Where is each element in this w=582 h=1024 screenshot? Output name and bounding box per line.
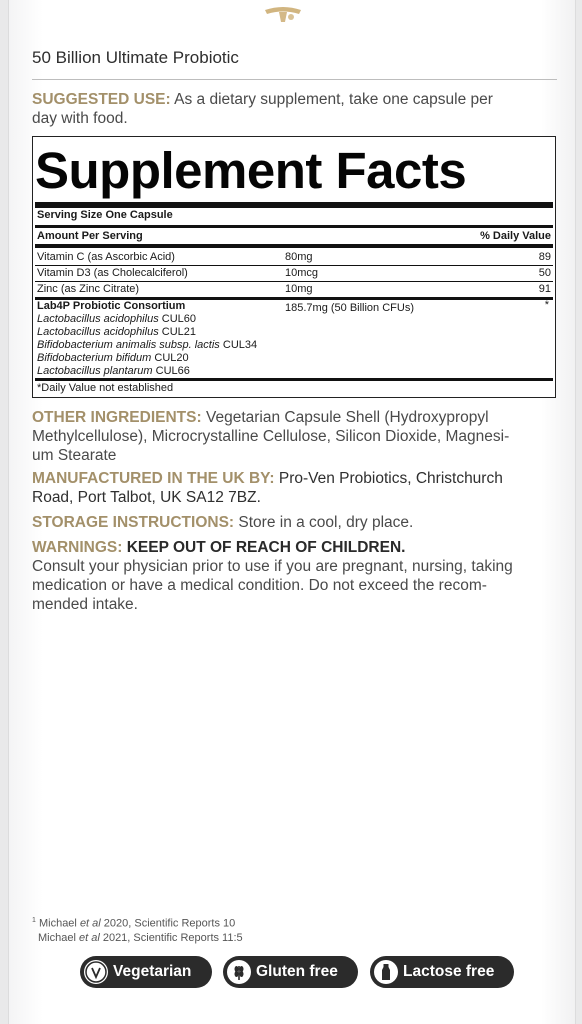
warnings-section [32,538,557,614]
manufacturer-line2: Road, Port Talbot, UK SA12 7BZ. [32,489,261,506]
strain-item: Bifidobacterium animalis subsp. lactis CUL34 [37,339,258,351]
vitamin-c-amount: 80mg [285,251,313,263]
storage-section [32,513,557,532]
facts-serving-rule [35,225,553,228]
other-ingredients-line1: Vegetarian Capsule Shell (Hydroxypropyl [205,409,489,426]
strain-item: Lactobacillus acidophilus CUL60 [37,313,196,325]
zinc-amount: 10mg [285,283,313,295]
vitamin-c-name: Vitamin C (as Ascorbic Acid) [37,251,175,263]
brand-logo-icon [263,6,303,24]
other-ingredients-line3: um Stearate [32,447,117,464]
amount-per-serving-header: Amount Per Serving [37,230,143,242]
gluten-free-badge-label: Gluten free [256,963,338,980]
reference-item: Michael et al 2021, Scientific Reports 11:5 [38,932,243,944]
strain-item: Lactobacillus acidophilus CUL21 [37,326,196,338]
vitamin-c-dv: 89 [538,251,551,263]
vegetarian-badge [80,956,212,988]
vegetarian-badge-label: Vegetarian [113,963,192,980]
strain-item: Bifidobacterium bifidum CUL20 [37,352,189,364]
manufacturer-section [32,469,557,507]
warnings-line3: mended intake. [32,596,138,613]
suggested-use-section [32,90,557,128]
suggested-use-label: SUGGESTED USE: [32,91,171,108]
vitamin-d3-dv: 50 [538,267,551,279]
facts-row-rule [35,265,553,266]
vitamin-d3-name: Vitamin D3 (as Cholecalciferol) [37,267,188,279]
warnings-line2: medication or have a medical condition. Do not exceed the recom- [32,577,487,594]
suggested-use-text-line1: As a dietary supplement, take one capsule per [174,91,493,108]
lactose-free-badge [370,956,514,988]
facts-bottom-rule [35,378,553,381]
daily-value-header: % Daily Value [480,230,551,242]
gluten-free-badge [223,956,358,988]
suggested-use-text-line2: day with food. [32,110,128,127]
warnings-emphasis: KEEP OUT OF REACH OF CHILDREN. [126,539,406,556]
facts-row-rule [35,281,553,282]
warnings-label: WARNINGS: [32,539,123,556]
facts-thick-rule [35,202,553,208]
probiotic-blend-dv: * [544,299,549,311]
manufacturer-label: MANUFACTURED IN THE UK BY: [32,470,275,487]
milk-bottle-icon [374,960,398,984]
daily-value-footnote: *Daily Value not established [37,382,174,394]
facts-header-rule [35,244,553,248]
supplement-facts-title: Supplement Facts [35,142,467,199]
title-divider [32,79,557,80]
probiotic-blend-name: Lab4P Probiotic Consortium [37,300,186,312]
other-ingredients-line2: Methylcellulose), Microcrystalline Cellulose, Silicon Dioxide, Magnesi- [32,428,510,445]
warnings-line1: Consult your physician prior to use if you are pregnant, nursing, taking [32,558,513,575]
manufacturer-line1: Pro-Ven Probiotics, Christchurch [278,470,503,487]
storage-label: STORAGE INSTRUCTIONS: [32,514,235,531]
product-title: 50 Billion Ultimate Probiotic [32,48,239,67]
storage-text: Store in a cool, dry place. [238,514,414,531]
vegetarian-v-icon [84,960,108,984]
probiotic-blend-amount: 185.7mg (50 Billion CFUs) [285,302,414,314]
other-ingredients-label: OTHER INGREDIENTS: [32,409,202,426]
zinc-name: Zinc (as Zinc Citrate) [37,283,140,295]
lactose-free-badge-label: Lactose free [403,963,495,980]
strain-item: Lactobacillus plantarum CUL66 [37,365,190,377]
supplement-facts-panel [32,136,556,398]
reference-item: $^1$ Michael et al 2020, Scientific Reports 10 [32,917,236,930]
other-ingredients-section [32,408,557,465]
zinc-dv: 91 [538,283,551,295]
wheat-icon [227,960,251,984]
vitamin-d3-amount: 10mcg [285,267,319,279]
serving-size: Serving Size One Capsule [37,209,173,221]
